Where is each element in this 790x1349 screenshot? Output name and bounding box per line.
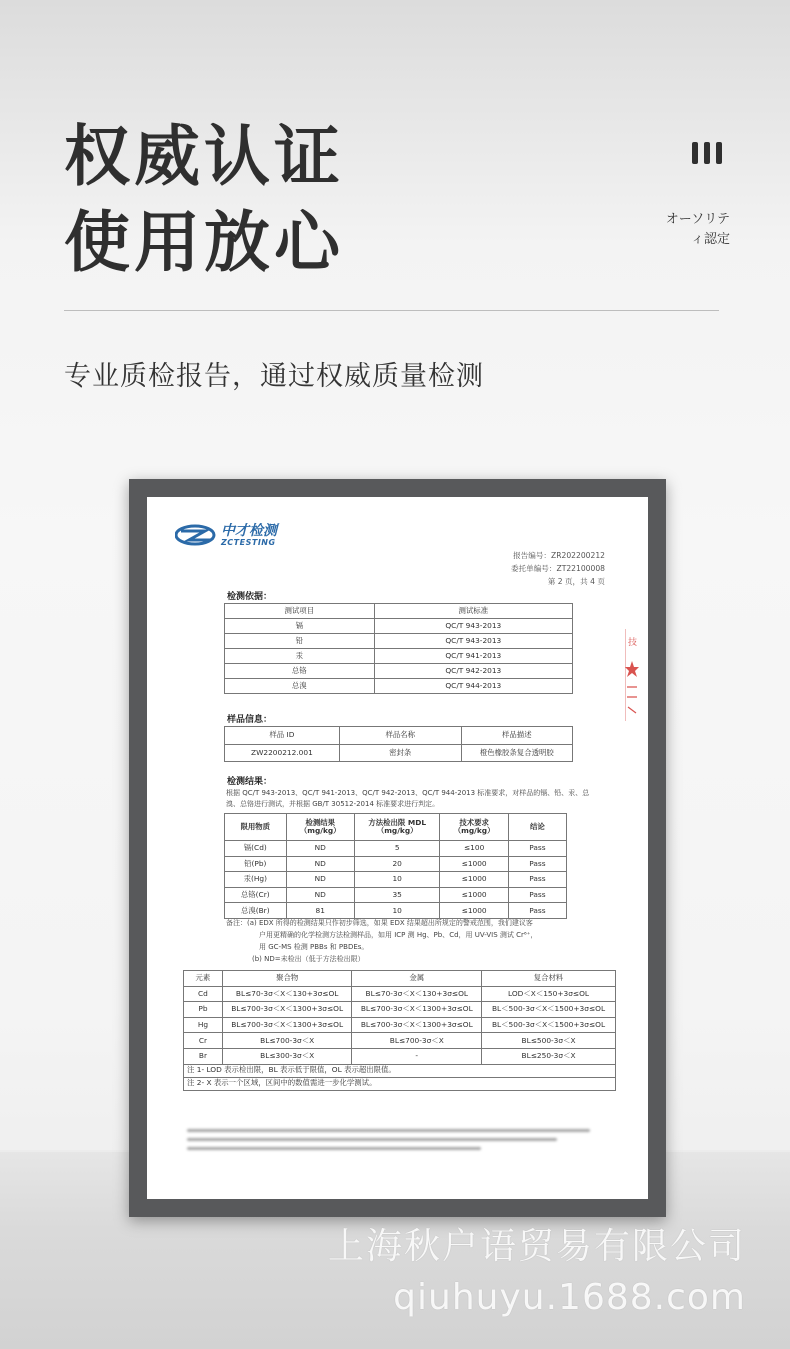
table-header: 检测结果 （mg/kg）	[286, 814, 354, 841]
table-cell: QC/T 941-2013	[374, 649, 572, 664]
table-header: 金属	[352, 971, 482, 987]
table-cell: 密封条	[339, 745, 461, 762]
table-cell: LOD＜X＜150+3σ≤OL	[482, 986, 616, 1002]
table-cell: 35	[354, 887, 440, 903]
report-number: 报告编号：ZR202200212	[513, 551, 605, 560]
table-cell: ZW2200212.001	[225, 745, 340, 762]
table-cell: Cr	[184, 1033, 223, 1049]
table-row	[225, 679, 573, 694]
table-cell: 5	[354, 841, 440, 857]
table-header: 聚合物	[222, 971, 352, 987]
table-cell: ND	[286, 872, 354, 888]
page-title-line1: 权威认证	[64, 118, 344, 195]
table-header: 样品描述	[461, 727, 572, 745]
table-row	[225, 814, 567, 841]
divider	[64, 310, 719, 311]
table-cell: ≤1000	[440, 887, 508, 903]
table-row	[184, 971, 616, 987]
basis-table	[224, 603, 573, 694]
table-cell: 总铬	[225, 664, 375, 679]
table-cell: 81	[286, 903, 354, 919]
watermark-company: 上海秋户语贸易有限公司	[327, 1226, 746, 1267]
result-table	[224, 813, 567, 919]
certificate-frame	[129, 479, 666, 1217]
table-header: 复合材料	[482, 971, 616, 987]
table-row	[225, 872, 567, 888]
table-row	[225, 619, 573, 634]
table-cell: BL≤300-3σ＜X	[222, 1048, 352, 1064]
table-row	[225, 887, 567, 903]
table-cell: QC/T 943-2013	[374, 634, 572, 649]
table-row	[184, 1017, 616, 1033]
table-cell: 20	[354, 856, 440, 872]
table-cell: 铅(Pb)	[225, 856, 287, 872]
table-cell: BL≤70-3σ＜X＜130+3σ≤OL	[222, 986, 352, 1002]
table-cell: ≤1000	[440, 856, 508, 872]
table-cell: 汞	[225, 649, 375, 664]
table-cell: 镉(Cd)	[225, 841, 287, 857]
svg-text:技: 技	[628, 638, 638, 648]
table-cell: 铅	[225, 634, 375, 649]
table-row	[225, 727, 573, 745]
table-cell: BL≤700-3σ＜X＜1300+3σ≤OL	[352, 1002, 482, 1018]
table-header: 样品名称	[339, 727, 461, 745]
table-header: 测试标准	[374, 604, 572, 619]
table-row	[184, 1002, 616, 1018]
table-cell: Pass	[508, 903, 566, 919]
table-cell: ≤1000	[440, 903, 508, 919]
order-number: 委托单编号：ZT22100008	[510, 564, 605, 573]
report-meta	[511, 549, 605, 588]
table-cell: BL≤70-3σ＜X＜130+3σ≤OL	[352, 986, 482, 1002]
table-cell: ≤100	[440, 841, 508, 857]
table-row	[184, 1064, 616, 1077]
table-cell: BL≤250-3σ＜X	[482, 1048, 616, 1064]
result-paragraph: 根据 QC/T 943-2013、QC/T 941-2013、QC/T 942-2013、QC/T 944-2013 标准要求，对样品的镉、铅、汞、总溴、总铬进行测试，并根据 GB/T 30512-2014 标准要求进行判定。	[226, 789, 590, 808]
result-title: 检测结果：	[227, 777, 273, 787]
table-row	[184, 1048, 616, 1064]
zc-logo-icon	[175, 523, 217, 547]
table-row	[225, 841, 567, 857]
table-cell: 10	[354, 903, 440, 919]
table-cell: ND	[286, 841, 354, 857]
sample-table	[224, 726, 573, 762]
table-cell: ND	[286, 856, 354, 872]
page-title-line2: 使用放心	[64, 204, 344, 281]
basis-title: 检测依据：	[227, 592, 273, 602]
table-cell: Pass	[508, 841, 566, 857]
table-cell: QC/T 943-2013	[374, 619, 572, 634]
table-header: 方法检出限 MDL （mg/kg）	[354, 814, 440, 841]
table-row	[225, 745, 573, 762]
table-cell: Cd	[184, 986, 223, 1002]
table-cell: BL≤700-3σ＜X＜1300+3σ≤OL	[352, 1017, 482, 1033]
table-cell: 镉	[225, 619, 375, 634]
table-cell: BL≤700-3σ＜X	[222, 1033, 352, 1049]
table-cell: 总溴(Br)	[225, 903, 287, 919]
blurred-footer	[187, 1129, 607, 1156]
side-caption-line1: オーソリテ	[665, 212, 730, 227]
table-cell: Pass	[508, 856, 566, 872]
table-header: 样品 ID	[225, 727, 340, 745]
table-row	[184, 986, 616, 1002]
table-cell: 总铬(Cr)	[225, 887, 287, 903]
table-cell: BL≤700-3σ＜X＜1300+3σ≤OL	[222, 1002, 352, 1018]
side-caption	[660, 210, 730, 250]
logo-cn-text: 中才检测	[221, 522, 277, 539]
table-cell: BL＜500-3σ＜X＜1500+3σ≤OL	[482, 1002, 616, 1018]
note-b: (b) ND=未检出（低于方法检出限）	[252, 955, 365, 963]
table-row	[225, 604, 573, 619]
table-header: 测试项目	[225, 604, 375, 619]
table-row	[225, 634, 573, 649]
page-info: 第 2 页，共 4 页	[547, 577, 605, 586]
table-row	[184, 1077, 616, 1090]
table-cell: QC/T 942-2013	[374, 664, 572, 679]
xrf-note-2: 注 2- X 表示一个区域，区间中的数值需进一步化学测试。	[184, 1077, 616, 1090]
side-caption-line2: ィ認定	[690, 232, 730, 247]
table-row	[225, 649, 573, 664]
table-cell: 总溴	[225, 679, 375, 694]
table-cell: ≤1000	[440, 872, 508, 888]
table-row	[225, 856, 567, 872]
table-cell: -	[352, 1048, 482, 1064]
note-a-line3: 用 GC-MS 检测 PBBs 和 PBDEs。	[259, 943, 369, 951]
table-cell: ND	[286, 887, 354, 903]
page-subtitle: 专业质检报告，通过权威质量检测	[64, 361, 484, 392]
table-row	[225, 664, 573, 679]
result-notes	[226, 917, 606, 965]
sample-title: 样品信息：	[227, 715, 273, 725]
note-a-line2: 户用更精确的化学检测方法检测样品，如用 ICP 测 Hg、Pb、Cd，用 UV-VIS 测试 Cr⁶⁺，	[259, 931, 538, 939]
testing-logo	[175, 523, 277, 547]
logo-en-text: ZCTESTING	[221, 537, 276, 547]
table-cell: Pass	[508, 872, 566, 888]
table-cell: Pb	[184, 1002, 223, 1018]
table-header: 元素	[184, 971, 223, 987]
table-cell: Hg	[184, 1017, 223, 1033]
table-header: 限用物质	[225, 814, 287, 841]
table-cell: 10	[354, 872, 440, 888]
table-header: 结论	[508, 814, 566, 841]
xrf-screening-table	[183, 970, 616, 1091]
table-cell: QC/T 944-2013	[374, 679, 572, 694]
watermark-url: qiuhuyu.1688.com	[393, 1277, 746, 1318]
xrf-note-1: 注 1- LOD 表示检出限，BL 表示低于限值，OL 表示超出限值。	[184, 1064, 616, 1077]
table-cell: BL≤700-3σ＜X＜1300+3σ≤OL	[222, 1017, 352, 1033]
table-cell: Pass	[508, 887, 566, 903]
table-cell: 汞(Hg)	[225, 872, 287, 888]
certificate-paper	[147, 497, 648, 1199]
table-row	[184, 1033, 616, 1049]
decor-bars-icon	[692, 142, 722, 164]
table-cell: BL≤500-3σ＜X	[482, 1033, 616, 1049]
table-cell: BL＜500-3σ＜X＜1500+3σ≤OL	[482, 1017, 616, 1033]
red-seal-stamp	[625, 627, 639, 723]
note-a-line1: 备注：(a) EDX 所得的检测结果只作初步筛选，如果 EDX 结果超出所规定的警戒范围，我们建议客	[226, 919, 533, 927]
table-header: 技术要求 （mg/kg）	[440, 814, 508, 841]
table-cell: 橙色橡胶条复合透明胶	[461, 745, 572, 762]
table-cell: Br	[184, 1048, 223, 1064]
table-cell: BL≤700-3σ＜X	[352, 1033, 482, 1049]
